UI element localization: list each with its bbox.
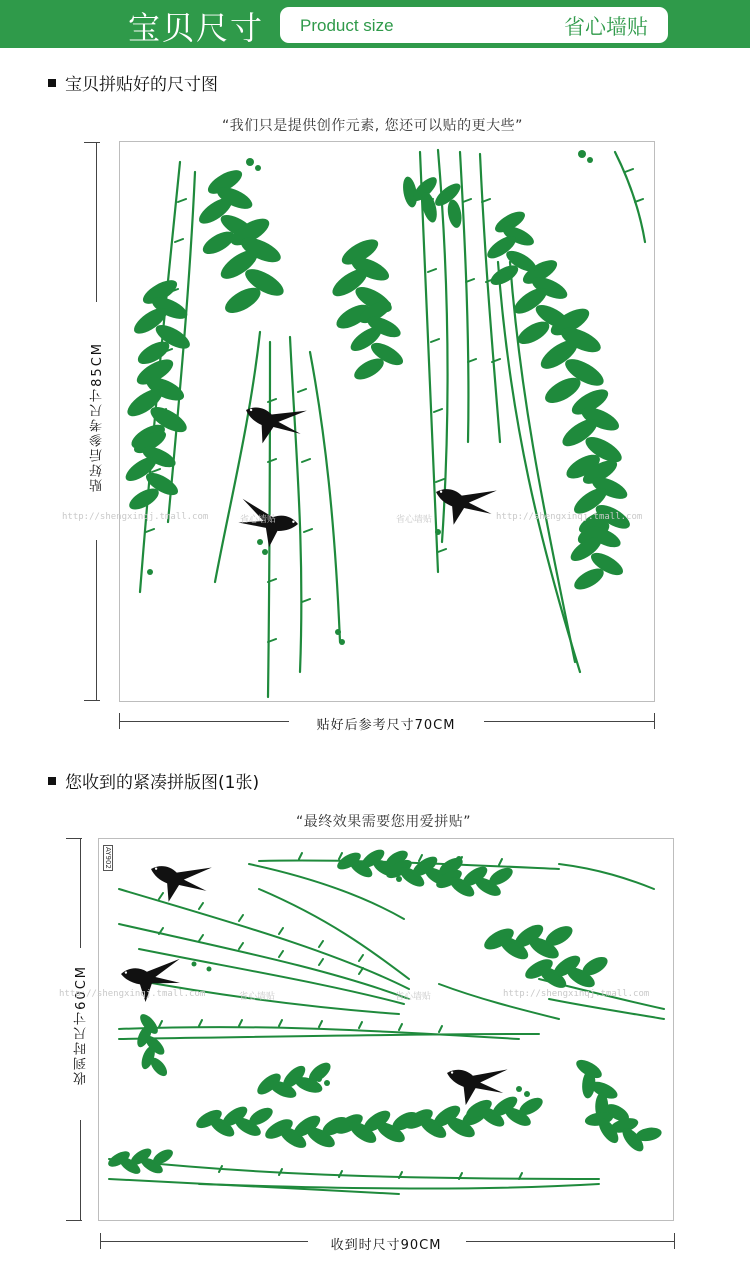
watermark-brand-1: 省心墙贴 [240, 515, 277, 525]
bullet-square-icon [48, 777, 56, 785]
section-1-heading-text: 宝贝拼贴好的尺寸图 [65, 75, 218, 95]
header-pill [280, 7, 668, 43]
watermark-url-left: http://shengxinqj.tmall.com [62, 512, 209, 522]
brand-name: 省心墙贴 [564, 15, 648, 39]
height-measure-line-bottom [96, 540, 97, 700]
sticker-sheet-artwork [99, 839, 675, 1222]
sheet-width-right-tick [674, 1233, 675, 1249]
height-measure-line-top [96, 142, 97, 302]
height-measure-bottom-tick [84, 700, 100, 701]
sheet-width-label: 收到时尺寸90CM [330, 1238, 442, 1253]
header-subtitle: Product size [300, 16, 394, 35]
watermark-brand-2: 省心墙贴 [396, 515, 433, 525]
willow-swallow-artwork [120, 142, 656, 703]
watermark-url-right: http://shengxinqj.tmall.com [496, 512, 643, 522]
sheet-height-bottom-tick [66, 1220, 82, 1221]
bullet-square-icon [48, 79, 56, 87]
page-title: 宝贝尺寸 [128, 9, 265, 47]
watermark-brand-1: 省心墙贴 [239, 992, 276, 1002]
sheet-tag: AY902 [104, 847, 112, 869]
width-measure-label: 贴好后参考尺寸70CM [316, 718, 456, 733]
sheet-height-line-bottom [80, 1120, 81, 1220]
width-measure-right-tick [654, 713, 655, 729]
height-measure-label: 贴好后参考尺寸85CM [90, 342, 105, 492]
section-2-quote: “最终效果需要您用爱拼贴” [296, 814, 472, 830]
section-2-heading [48, 768, 259, 793]
section-2-heading-text: 您收到的紧凑拼版图(1张) [65, 773, 260, 793]
section-1-quote: “我们只是提供创作元素, 您还可以贴的更大些” [222, 118, 523, 134]
height-measure-top-tick [84, 142, 100, 143]
watermark-url-right: http://shengxinqj.tmall.com [503, 989, 650, 999]
sheet-width-line-left [100, 1241, 308, 1242]
section-1-heading [48, 70, 218, 95]
watermark-brand-2: 省心墙贴 [395, 992, 432, 1002]
width-measure-line-right [484, 721, 654, 722]
sheet-height-line-top [80, 838, 81, 948]
sheet-height-label: 收到时尺寸60CM [74, 965, 89, 1085]
width-measure-line-left [119, 721, 289, 722]
watermark-url-left: http://shengxinqj.tmall.com [59, 989, 206, 999]
sheet-width-line-right [466, 1241, 674, 1242]
header-banner [0, 0, 750, 48]
